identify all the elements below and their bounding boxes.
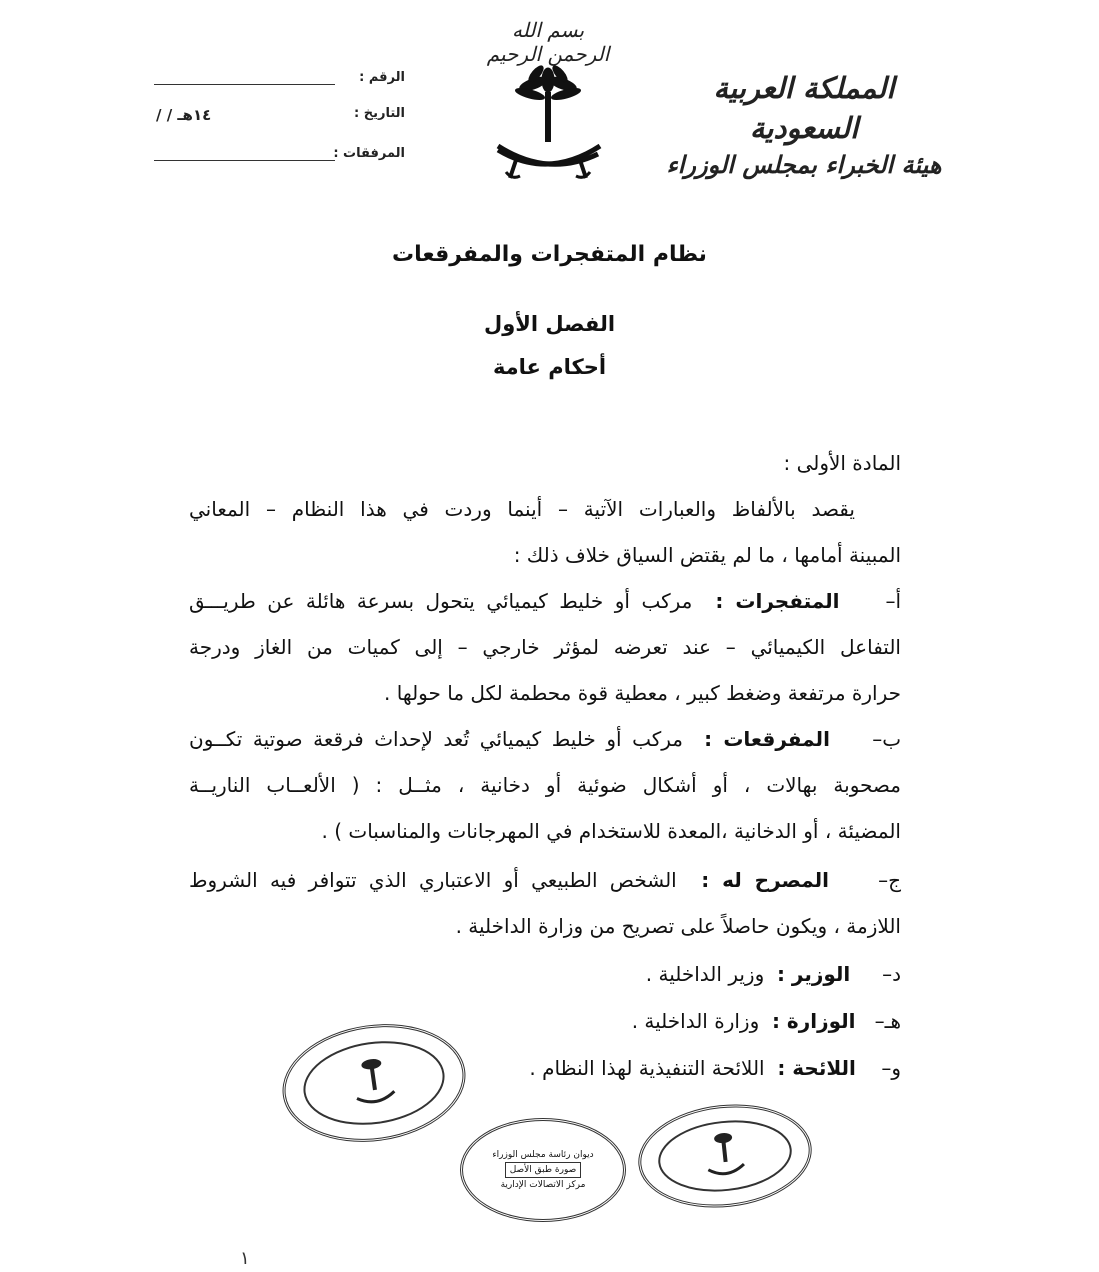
term-ministry: الوزارة : [771, 1009, 856, 1033]
definition-explosives-line-2: التفاعل الكيميائي – عند تعرضه لمؤثر خارجي – إلى كميات من الغاز ودرجة [189, 635, 901, 659]
article-heading: المادة الأولى : [783, 451, 901, 475]
chapter-title: الفصل الأول [483, 312, 616, 336]
date-field: التاريخ : / / ١٤هـ [156, 106, 405, 124]
definition-fireworks-line-3: المضيئة ، أو الدخانية ،المعدة للاستخدام في المهرجانات والمناسبات ) . [321, 819, 901, 843]
organization-header [659, 68, 949, 182]
term-licensee: المصرح له : [701, 868, 829, 892]
basmala: بسم الله الرحمن الرحيم [486, 18, 610, 66]
attachments-field: المرفقات : [150, 146, 405, 170]
term-regulations: اللائحة : [777, 1056, 856, 1080]
definition-explosives: أ– المتفجرات : مركب أو خليط كيميائي يتحول بسرعة هائلة عن طريـــق [189, 589, 901, 613]
date-value: / / ١٤هـ [156, 106, 212, 124]
definition-fireworks: ب– المفرقعات : مركب أو خليط كيميائي تُعد لإحداث فرقعة صوتية تكــون [189, 727, 902, 751]
definition-licensee: ج– المصرح له : الشخص الطبيعي أو الاعتباري الذي تتوافر فيه الشروط [189, 868, 902, 892]
definition-explosives-line-3: حرارة مرتفعة وضغط كبير ، معطية قوة محطمة لكل ما حولها . [384, 681, 901, 705]
definition-ministry: هـ– الوزارة : وزارة الداخلية . [631, 1009, 901, 1033]
org-name-line2: هيئة الخبراء بمجلس الوزراء [666, 150, 942, 179]
definition-minister: د– الوزير : وزير الداخلية . [645, 962, 901, 986]
org-name-line1: المملكة العربية السعودية [713, 71, 895, 145]
definition-regulations: و– اللائحة : اللائحة التنفيذية لهذا النظام . [529, 1056, 901, 1080]
intro-line-2: المبينة أمامها ، ما لم يقتض السياق خلاف ذلك : [513, 543, 901, 567]
saudi-emblem-icon [488, 62, 608, 187]
reference-number-field: الرقم : [150, 70, 405, 94]
term-minister: الوزير : [776, 962, 851, 986]
document-title: نظام المتفجرات والمفرقعات [392, 242, 707, 267]
stamp-cabinet-office: ديوان رئاسة مجلس الوزراء صورة طبق الأصل مركز الاتصالات الإدارية [460, 1118, 626, 1222]
term-fireworks: المفرقعات : [704, 727, 830, 751]
chapter-subtitle: أحكام عامة [492, 355, 607, 379]
term-explosives: المتفجرات : [715, 589, 840, 613]
page-number: ١ [240, 1248, 250, 1269]
stamp-general-secretariat [633, 1096, 817, 1216]
definition-fireworks-line-2: مصحوبة بهالات ، أو أشكال ضوئية أو دخانية ، مثــل : ( الألعــاب الناريــة [189, 773, 901, 797]
intro-line-1: يقصد بالألفاظ والعبارات الآتية – أينما وردت في هذا النظام – المعاني [189, 497, 855, 521]
definition-licensee-line-2: اللازمة ، ويكون حاصلاً على تصريح من وزارة الداخلية . [455, 914, 901, 938]
